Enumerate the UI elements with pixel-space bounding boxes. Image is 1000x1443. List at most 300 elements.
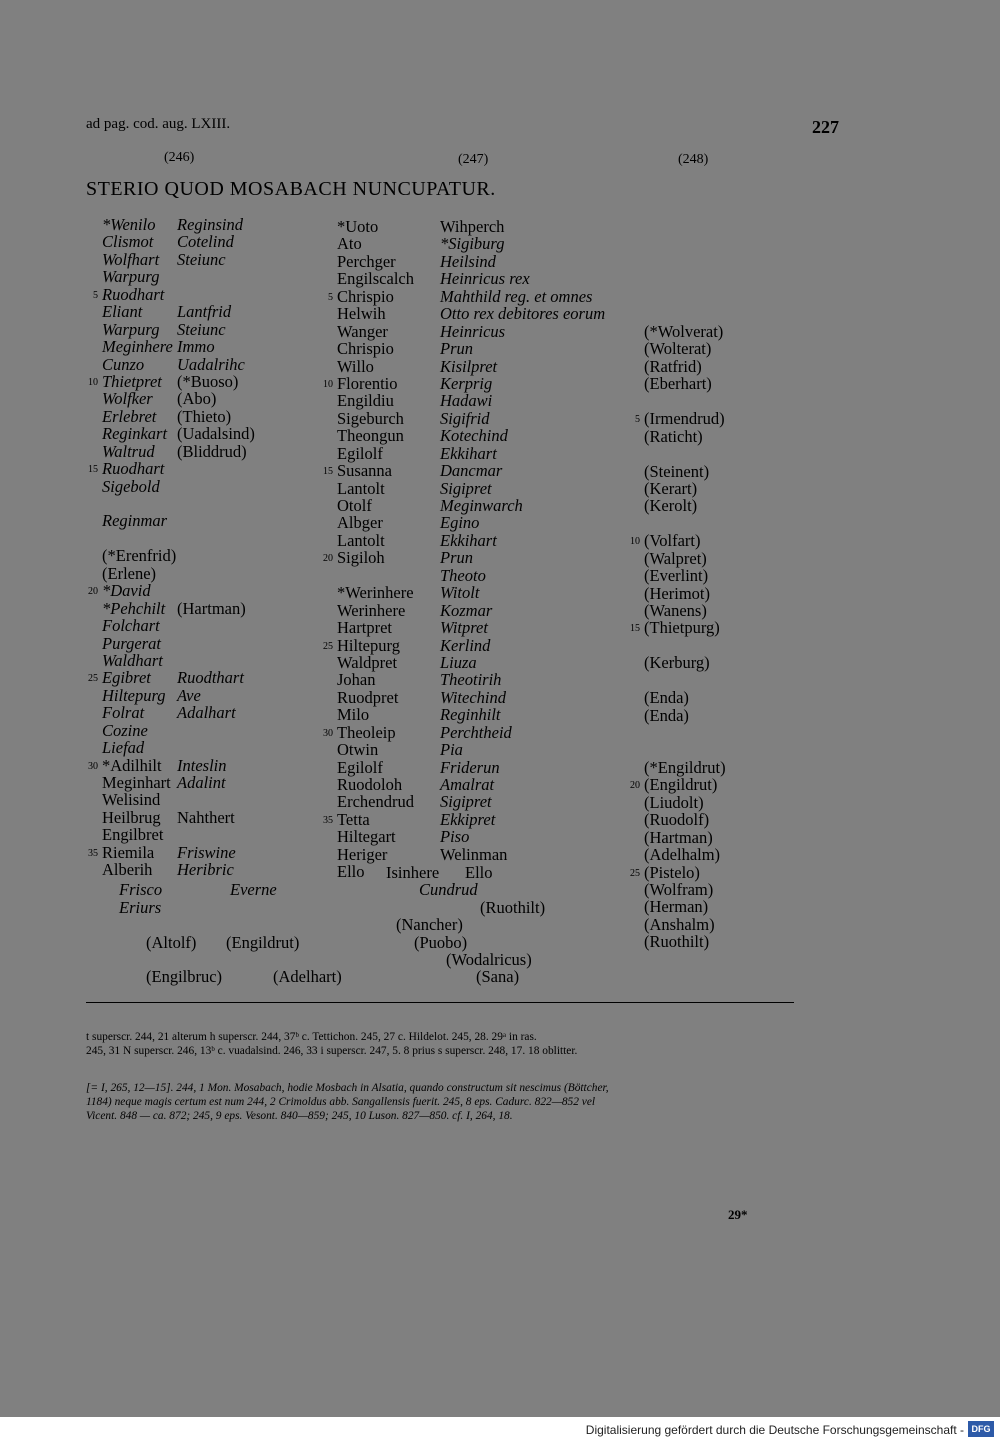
column-number-248: (248) xyxy=(678,152,709,167)
entry-engilbruc: (Engilbruc) xyxy=(146,967,223,986)
entry-engildrut-246: (Engildrut) xyxy=(226,933,300,952)
apparatus-line-1: t superscr. 244, 21 alterum h superscr. 244, 37ᵇ c. Tettichon. 245, 27 c. Hildelot. 245, 28. 29ᵃ in ras. xyxy=(86,1031,537,1043)
entry-row xyxy=(102,704,332,721)
entry-row xyxy=(644,550,774,567)
name-entry: Ruodoloh xyxy=(337,775,403,794)
name-entry: Tetta xyxy=(337,809,370,829)
entry-row xyxy=(337,671,637,688)
entry-row xyxy=(644,637,774,654)
commentary-line-1: [= I, 265, 12—15]. 244, 1 Mon. Mosabach, hodie Mosbach in Alsatia, quando constructum sit nescimus (Böttcher, xyxy=(86,1082,609,1094)
entry-sana: (Sana) xyxy=(476,967,520,986)
name-entry: Otolf xyxy=(337,496,372,515)
name-entry-second: Theotirih xyxy=(440,670,502,690)
entry-row xyxy=(337,235,637,252)
entry-row xyxy=(337,741,637,758)
entry-row xyxy=(328,286,637,306)
name-entry: Florentio xyxy=(337,373,398,393)
column-246 xyxy=(88,215,332,880)
entry-row xyxy=(644,340,774,357)
entry-wodalricus: (Wodalricus) xyxy=(446,950,532,969)
name-entry: Otwin xyxy=(337,740,379,760)
entry-row xyxy=(337,445,637,462)
entry-row xyxy=(644,585,774,602)
name-entry-second: Witechind xyxy=(440,687,506,707)
entry-row xyxy=(337,305,637,322)
name-entry: (*Wolverat) xyxy=(644,322,724,341)
document-title: STERIO QUOD MOSABACH NUNCUPATUR. xyxy=(86,178,496,200)
name-entry: Heilbrug xyxy=(102,807,161,827)
name-entry-second: (Thieto) xyxy=(177,406,232,426)
name-entry: *David xyxy=(102,581,151,601)
entry-row xyxy=(337,514,637,531)
entry-row xyxy=(102,478,332,495)
entry-row xyxy=(102,687,332,704)
entry-row xyxy=(337,427,637,444)
name-entry: (Kerolt) xyxy=(644,496,698,516)
line-number: 20 xyxy=(630,780,640,792)
name-entry-second: Kerlind xyxy=(440,635,491,655)
name-entry: Johan xyxy=(337,670,376,690)
name-entry-second: Steiunc xyxy=(177,249,226,269)
name-entry: Engilbret xyxy=(102,825,164,845)
line-number: 35 xyxy=(88,847,98,859)
entry-row xyxy=(644,846,774,863)
name-entry: Liefad xyxy=(102,738,145,758)
name-entry-second: Lantfrid xyxy=(177,302,232,322)
entry-row xyxy=(337,270,637,287)
name-entry-second: Wihperch xyxy=(440,217,505,236)
entry-row xyxy=(337,793,637,810)
name-entry: *Pehchilt xyxy=(102,598,166,618)
line-number: 20 xyxy=(88,586,98,598)
name-entry: Werinhere xyxy=(337,600,406,620)
entry-eriurs: Eriurs xyxy=(119,898,162,917)
entry-row xyxy=(102,530,332,547)
name-entry: Engilscalch xyxy=(337,269,414,289)
name-entry: Albger xyxy=(337,513,383,533)
entry-row xyxy=(337,776,637,793)
name-entry-second: Prun xyxy=(440,339,473,359)
name-entry: Engildiu xyxy=(337,391,394,411)
name-entry: Wolfker xyxy=(102,389,153,409)
entry-row xyxy=(644,933,774,950)
name-entry: Welisind xyxy=(102,790,161,810)
entry-row xyxy=(102,861,332,878)
name-entry: (Raticht) xyxy=(644,426,703,446)
line-number: 30 xyxy=(323,727,333,739)
name-entry-second: Immo xyxy=(177,337,215,357)
entry-isinhere: Isinhere xyxy=(386,863,440,882)
name-entry: *Adilhilt xyxy=(102,755,162,775)
entry-row xyxy=(323,373,637,393)
name-entry-second: Welinman xyxy=(440,844,508,864)
entry-row xyxy=(102,233,332,250)
line-number: 25 xyxy=(88,673,98,685)
name-entry: Theoleip xyxy=(337,722,396,742)
name-entry: Meginhart xyxy=(102,773,171,792)
name-entry: Heriger xyxy=(337,844,388,864)
name-entry: (Ratfrid) xyxy=(644,356,702,376)
entry-everne: Everne xyxy=(230,880,277,899)
entry-row xyxy=(93,284,332,304)
line-number: 25 xyxy=(323,640,333,652)
entry-row xyxy=(88,581,332,601)
entry-row xyxy=(635,409,774,429)
name-entry-second: Kotechind xyxy=(440,426,508,446)
entry-ruothilt-247: (Ruothilt) xyxy=(480,898,546,917)
name-entry: (Adelhalm) xyxy=(644,845,721,865)
entry-row xyxy=(102,216,332,233)
entry-row xyxy=(102,617,332,634)
entry-row xyxy=(337,759,637,776)
name-entry-second: Inteslin xyxy=(177,755,227,775)
entry-row xyxy=(323,809,637,829)
name-entry-second: Heilsind xyxy=(440,251,496,271)
entry-row xyxy=(102,321,332,338)
column-number-246: (246) xyxy=(164,150,195,165)
column-247 xyxy=(323,217,637,882)
entry-nancher: (Nancher) xyxy=(396,915,463,934)
entry-row xyxy=(102,356,332,373)
name-entry: Warpurg xyxy=(102,319,160,339)
line-number: 15 xyxy=(88,464,98,476)
entry-row xyxy=(337,828,637,845)
entry-row xyxy=(337,480,637,497)
entry-row xyxy=(337,846,637,863)
name-entry: (Liudolt) xyxy=(644,792,704,812)
name-entry: Erchendrud xyxy=(337,792,414,812)
name-entry: (Herman) xyxy=(644,897,709,917)
name-entry-second: Prun xyxy=(440,548,473,568)
name-entry: Sigiloh xyxy=(337,548,385,568)
entry-row xyxy=(644,829,774,846)
entry-row xyxy=(102,774,332,791)
entry-row xyxy=(102,826,332,843)
name-entry: Willo xyxy=(337,356,374,376)
running-head: ad pag. cod. aug. LXIII. xyxy=(86,116,231,132)
name-entry: Waltrud xyxy=(102,441,155,461)
name-entry-second: Otto rex debitores eorum xyxy=(440,304,606,324)
commentary-line-3: Vicent. 848 — ca. 872; 245, 9 eps. Vesont. 840—859; 245, 10 Luson. 827—850. cf. I, 264, 18. xyxy=(86,1110,513,1122)
name-entry-second: Ave xyxy=(177,685,201,705)
entry-row xyxy=(644,463,774,480)
entry-row xyxy=(337,689,637,706)
name-entry-second: (Bliddrud) xyxy=(177,441,247,461)
entry-row xyxy=(644,811,774,828)
entry-adelhart: (Adelhart) xyxy=(273,967,342,986)
name-entry-second: Meginwarch xyxy=(440,496,523,515)
line-number: 15 xyxy=(630,623,640,635)
entry-row xyxy=(644,742,774,759)
name-entry: (Thietpurg) xyxy=(644,618,720,638)
name-entry-second: Ekkipret xyxy=(440,809,496,829)
entry-row xyxy=(644,794,774,811)
name-entry: Milo xyxy=(337,705,370,725)
name-entry-second: Perchtheid xyxy=(440,722,512,742)
name-entry: (Everlint) xyxy=(644,566,709,586)
name-entry: *Werinhere xyxy=(337,583,414,603)
name-entry: Folchart xyxy=(102,616,160,636)
entry-row xyxy=(337,392,637,409)
name-entry: Chrispio xyxy=(337,286,394,306)
line-number: 5 xyxy=(93,289,98,301)
name-entry: Egibret xyxy=(102,668,151,688)
name-entry: (*Erenfrid) xyxy=(102,546,177,566)
entry-row xyxy=(644,375,774,392)
name-entry: (*Engildrut) xyxy=(644,757,726,777)
name-entry-second: Sigifrid xyxy=(440,408,490,428)
name-entry: (Wanens) xyxy=(644,601,707,620)
name-entry: Waldhart xyxy=(102,650,163,670)
name-entry: Waldpret xyxy=(337,652,398,672)
name-entry: Egilolf xyxy=(337,443,383,463)
name-entry: Cunzo xyxy=(102,354,145,374)
name-entry-second: Kisilpret xyxy=(440,356,498,376)
name-entry: Helwih xyxy=(337,304,386,324)
name-entry-second: Reginhilt xyxy=(440,705,501,725)
name-entry: (Irmendrud) xyxy=(644,409,725,429)
entry-frisco: Frisco xyxy=(119,880,163,899)
entry-row xyxy=(102,338,332,355)
name-entry-second: Egino xyxy=(440,513,480,533)
name-entry-second: (Hartman) xyxy=(177,598,246,618)
entry-row xyxy=(644,567,774,584)
name-entry-second: (Abo) xyxy=(177,389,217,409)
name-entry: Meginhere xyxy=(102,337,173,357)
name-entry: Warpurg xyxy=(102,267,160,287)
line-number: 25 xyxy=(630,867,640,879)
entry-row xyxy=(102,722,332,739)
name-entry: Ruodhart xyxy=(102,459,165,479)
name-entry-second: Friderun xyxy=(440,757,500,777)
entry-row xyxy=(337,358,637,375)
entry-row xyxy=(644,916,774,933)
name-entry-second: Friswine xyxy=(177,842,236,862)
entry-row xyxy=(644,428,774,445)
name-entry-second: Heinricus xyxy=(440,321,506,341)
entry-row xyxy=(644,515,774,532)
entry-row xyxy=(337,654,637,671)
entry-row xyxy=(337,497,637,514)
commentary-line-2: 1184) neque magis certum est num 244, 2 Crimoldus abb. Sangallensis fuerit. 245, 8 eps. Cadurc. 822—852 vel xyxy=(86,1096,596,1108)
entry-row xyxy=(337,619,637,636)
entry-row xyxy=(337,567,637,584)
entry-row xyxy=(644,480,774,497)
entry-row xyxy=(102,303,332,320)
signature-mark: 29* xyxy=(728,1207,748,1222)
name-entry: Purgerat xyxy=(102,633,161,653)
name-entry-second: Witpret xyxy=(440,618,488,638)
name-entry: (Kerburg) xyxy=(644,653,710,673)
name-entry: (Walpret) xyxy=(644,548,707,568)
name-entry: Ruodhart xyxy=(102,284,165,304)
entry-ello-2: Ello xyxy=(465,863,493,882)
name-entry: Hiltepurg xyxy=(102,685,166,705)
dfg-logo: DFG xyxy=(968,1421,994,1437)
entry-row xyxy=(102,495,332,512)
entry-row xyxy=(102,408,332,425)
name-entry: Riemila xyxy=(102,842,155,862)
entry-row xyxy=(337,706,637,723)
name-entry: Ato xyxy=(337,234,362,254)
name-entry-second: (*Buoso) xyxy=(177,371,239,391)
column-number-247: (247) xyxy=(458,152,489,167)
name-entry: (Ruodolf) xyxy=(644,810,710,830)
entry-row xyxy=(337,340,637,357)
name-entry: Ello xyxy=(337,862,365,882)
name-entry: Lantolt xyxy=(337,478,385,498)
name-entry: Reginmar xyxy=(102,511,168,531)
name-entry-second: Piso xyxy=(440,827,470,847)
entry-row xyxy=(102,268,332,285)
name-entry-second: Sigipret xyxy=(440,792,492,812)
name-entry-second: Liuza xyxy=(440,652,477,672)
entry-row xyxy=(644,445,774,462)
name-entry: (Wolfram) xyxy=(644,880,714,899)
entry-row xyxy=(88,755,332,775)
name-entry-second: Hadawi xyxy=(440,391,493,411)
line-number: 10 xyxy=(88,376,98,388)
entry-row xyxy=(102,809,332,826)
name-entry: Wolfhart xyxy=(102,249,160,269)
name-entry: (Engildrut) xyxy=(644,775,718,795)
entry-row xyxy=(630,775,774,795)
name-entry: Wanger xyxy=(337,321,388,341)
name-entry-second: Sigipret xyxy=(440,478,492,498)
name-entry: Theongun xyxy=(337,426,404,446)
name-entry: Thietpret xyxy=(102,371,162,391)
name-entry: (Pistelo) xyxy=(644,862,700,882)
name-entry: Erlebret xyxy=(102,406,157,426)
name-entry: (Kerart) xyxy=(644,478,698,498)
name-entry-second: Dancmar xyxy=(440,461,503,481)
entry-row xyxy=(644,393,774,410)
name-entry-second: Adalint xyxy=(177,773,226,792)
name-entry: Hiltepurg xyxy=(337,635,400,655)
name-entry: (Steinent) xyxy=(644,461,710,481)
entry-cundrud: Cundrud xyxy=(419,880,478,899)
entry-row xyxy=(644,323,774,340)
entry-row xyxy=(102,791,332,808)
name-entry-second: Nahthert xyxy=(177,807,235,827)
entry-row xyxy=(644,898,774,915)
entry-row xyxy=(630,862,774,882)
entry-row xyxy=(102,565,332,582)
entry-row xyxy=(102,600,332,617)
line-number: 20 xyxy=(323,553,333,565)
entry-row xyxy=(323,722,637,742)
entry-row xyxy=(102,635,332,652)
name-entry: Sigebold xyxy=(102,476,160,496)
name-entry: (Volfart) xyxy=(644,531,701,551)
entry-row xyxy=(102,652,332,669)
entry-row xyxy=(337,584,637,601)
entry-row xyxy=(102,739,332,756)
entry-row xyxy=(323,635,637,655)
entry-row xyxy=(644,707,774,724)
line-number: 10 xyxy=(630,536,640,548)
name-entry-second: Ekkihart xyxy=(440,530,497,550)
name-entry: *Uoto xyxy=(337,217,379,236)
name-entry-second: Adalhart xyxy=(177,703,236,723)
name-entry-second: Pia xyxy=(440,740,463,760)
entry-row xyxy=(102,547,332,564)
name-entry: Egilolf xyxy=(337,757,383,777)
entry-row xyxy=(644,497,774,514)
name-entry-second: Heinricus rex xyxy=(440,269,530,289)
entry-row xyxy=(644,654,774,671)
name-entry-second: Steiunc xyxy=(177,319,226,339)
name-entry: Ruodpret xyxy=(337,687,399,707)
entry-row xyxy=(644,689,774,706)
line-number: 5 xyxy=(635,414,640,426)
entry-row xyxy=(323,461,637,481)
entry-row xyxy=(630,531,774,551)
name-entry: Cozine xyxy=(102,720,148,740)
page-number: 227 xyxy=(812,117,839,137)
footer-credit-text: Digitalisierung gefördert durch die Deutsche Forschungsgemeinschaft - xyxy=(585,1423,964,1437)
line-number: 10 xyxy=(323,378,333,390)
entry-row xyxy=(337,602,637,619)
name-entry: (Hartman) xyxy=(644,827,713,847)
name-entry-second: Theoto xyxy=(440,565,486,585)
entry-row xyxy=(644,602,774,619)
name-entry-second: (Uadalsind) xyxy=(177,424,255,444)
entry-row xyxy=(88,371,332,391)
name-entry: Perchger xyxy=(337,251,396,271)
entry-row xyxy=(630,618,774,638)
line-number: 30 xyxy=(88,760,98,772)
name-entry-second: Witolt xyxy=(440,583,480,603)
name-entry: Lantolt xyxy=(337,530,385,550)
name-entry: (Enda) xyxy=(644,688,689,708)
footer-bar xyxy=(0,1417,1000,1443)
entry-row xyxy=(88,459,332,479)
entry-row xyxy=(644,759,774,776)
column-248 xyxy=(630,322,774,952)
entry-row xyxy=(323,548,637,568)
name-entry: (Wolterat) xyxy=(644,339,712,359)
entry-row xyxy=(337,532,637,549)
name-entry-second: Kozmar xyxy=(440,600,493,620)
entry-row xyxy=(102,512,332,529)
entry-row xyxy=(644,672,774,689)
name-entry: (Eberhart) xyxy=(644,374,712,394)
name-entry-second: Uadalrihc xyxy=(177,354,245,374)
entry-row xyxy=(88,668,332,688)
name-entry: (Anshalm) xyxy=(644,914,715,934)
name-entry: Eliant xyxy=(102,302,143,322)
name-entry: Clismot xyxy=(102,232,154,252)
apparatus-line-2: 245, 31 N superscr. 246, 13ᵇ c. vuadalsind. 246, 33 i superscr. 247, 5. 8 prius s superscr. 248, 17. 18 oblitter. xyxy=(86,1045,578,1057)
line-number: 15 xyxy=(323,466,333,478)
entry-row xyxy=(337,218,637,235)
line-number: 5 xyxy=(328,291,333,303)
name-entry-second: Kerprig xyxy=(440,373,493,393)
entry-row xyxy=(337,323,637,340)
name-entry: Chrispio xyxy=(337,339,394,359)
name-entry-second: Ruodthart xyxy=(177,668,244,688)
name-entry-second: Amalrat xyxy=(440,775,495,794)
entry-row xyxy=(88,842,332,862)
name-entry: Susanna xyxy=(337,461,392,481)
entry-row xyxy=(102,251,332,268)
name-entry: Sigeburch xyxy=(337,408,404,428)
name-entry-second: Cotelind xyxy=(177,232,234,252)
name-entry: Hiltegart xyxy=(337,827,396,847)
name-entry-second: Heribric xyxy=(177,860,234,880)
entry-puobo: (Puobo) xyxy=(414,933,468,952)
